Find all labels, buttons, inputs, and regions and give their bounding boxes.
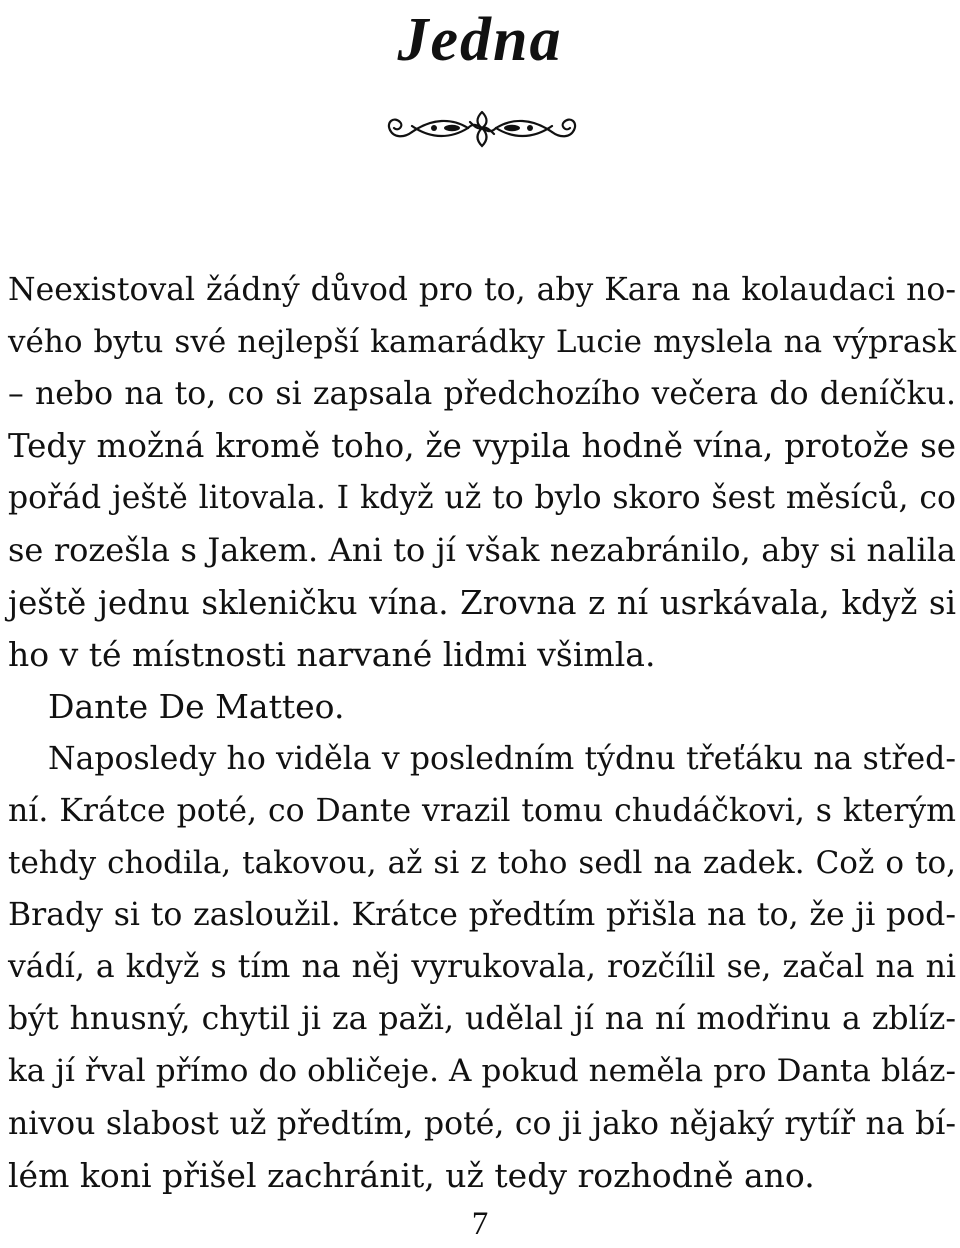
text-line: Tedy možná kromě toho, že vypila hodně vína, protože se: [8, 427, 956, 466]
text-line: být hnusný, chytil ji za paži, udělal jí na ní modřinu a zblíz-: [8, 1001, 956, 1038]
text-line: Brady si to zasloužil. Krátce předtím přišla na to, že ji pod-: [8, 897, 956, 934]
text-line: vého bytu své nejlepší kamarádky Lucie myslela na výprask: [8, 324, 956, 361]
text-line: se rozešla s Jakem. Ani to jí však nezabránilo, aby si nalila: [8, 531, 956, 570]
text-line: Naposledy ho viděla v posledním týdnu třeťáku na střed-: [48, 740, 956, 777]
text-line: pořád ještě litovala. I když už to bylo skoro šest měsíců, co: [8, 480, 956, 517]
text-line: ho v té místnosti narvané lidmi všimla.: [8, 634, 656, 674]
page-number: 7: [471, 1206, 489, 1242]
text-line: Dante De Matteo.: [48, 686, 345, 726]
paragraph: [8, 733, 956, 1202]
text-line: – nebo na to, co si zapsala předchozího večera do deníčku.: [8, 376, 956, 413]
text-line: vádí, a když s tím na něj vyrukovala, rozčílil se, začal na ni: [8, 949, 956, 986]
paragraph: [8, 264, 956, 681]
text-line: nivou slabost už předtím, poté, co ji jako nějaký rytíř na bí-: [8, 1105, 956, 1142]
chapter-body: [8, 264, 956, 1202]
paragraph: [8, 681, 956, 733]
chapter-title: Jedna: [397, 6, 563, 74]
text-line: lém koni přišel zachránit, už tedy rozhodně ano.: [8, 1155, 815, 1195]
text-line: ještě jednu skleničku vína. Zrovna z ní usrkávala, když si: [8, 583, 956, 622]
text-line: tehdy chodila, takovou, až si z toho sedl na zadek. Což o to,: [8, 845, 956, 882]
text-line: ka jí řval přímo do obličeje. A pokud neměla pro Danta bláz-: [8, 1053, 956, 1090]
text-line: ní. Krátce poté, co Dante vrazil tomu chudáčkovi, s kterým: [8, 792, 956, 829]
flourish-divider-icon: [382, 104, 582, 154]
text-line: Neexistoval žádný důvod pro to, aby Kara na kolaudaci no-: [8, 272, 956, 308]
